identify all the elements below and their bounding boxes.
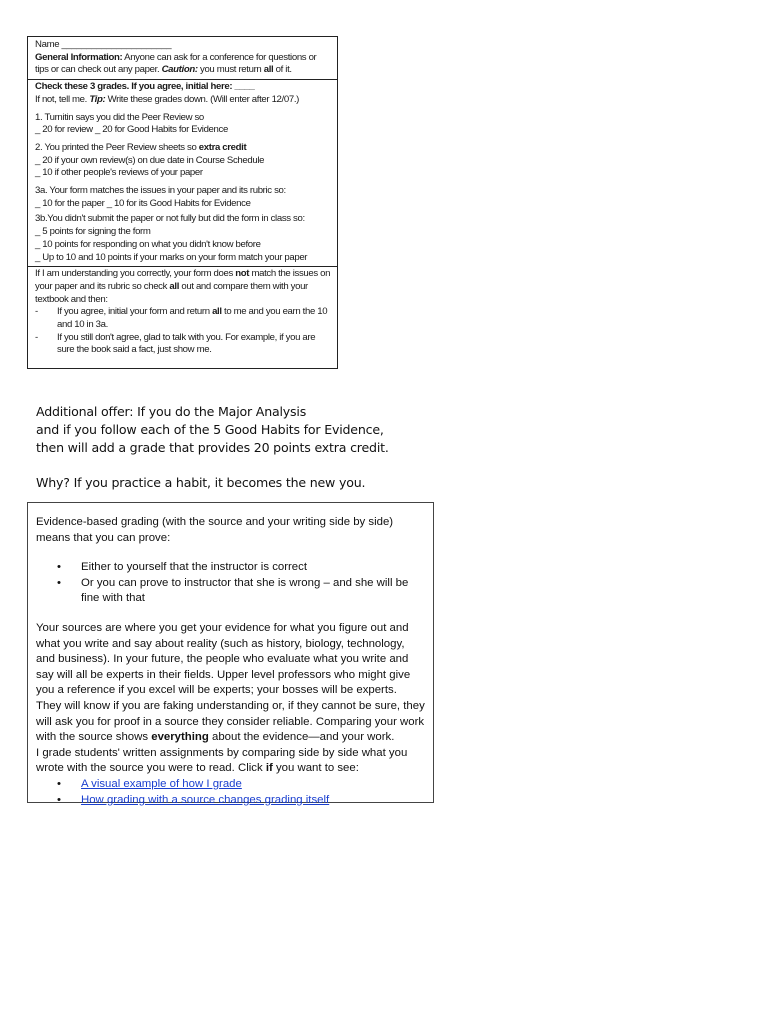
grade-item-2: 2. You printed the Peer Review sheets so extra credit _ 20 if your own review(s) on due date in Course Schedule _ 10 if other people's reviews of your paper bbox=[35, 141, 265, 179]
evidence-intro: Evidence-based grading (with the source and your writing side by side) means that you can prove: bbox=[36, 516, 394, 544]
why-line: Why? If you practice a habit, it becomes the new you. bbox=[36, 475, 366, 490]
caution-label: Caution: bbox=[161, 64, 198, 76]
grading-source-link[interactable]: How grading with a source changes grading itself bbox=[81, 793, 330, 806]
tip-line: If not, tell me. Tip: Write these grades down. (Will enter after 12/07.) bbox=[35, 93, 299, 105]
evidence-grading-box bbox=[27, 502, 434, 806]
list-item: • Either to yourself that the instructor is correct bbox=[57, 561, 308, 574]
list-item: • A visual example of how I grade bbox=[36, 777, 425, 793]
divider bbox=[28, 79, 337, 80]
name-line: Name ______________________ bbox=[35, 39, 172, 50]
grade-item-1: 1. Turnitin says you did the Peer Review so _ 20 for review _ 20 for Good Habits for Evidence bbox=[35, 111, 228, 136]
sources-paragraph: Your sources are where you get your evidence for what you figure out and what you write and say about reality (such as history, biology, technology, and business). In your future, the people who evaluate what you write and say will all be experts in their fields. Upper level professors who might give you a reference if you excel will be experts; your bosses will be experts. They will know if you are faking understanding or, if they cannot be sure, they will ask you for proof in a source they consider reliable. Comparing your work with the source shows everything about the evidence—and your work. bbox=[36, 621, 425, 744]
additional-offer: Additional offer: If you do the Major Analysis and if you follow each of the 5 Good Habits for Evidence, then will add a grade that provides 20 points extra credit. Why? If you practice a habit, it becomes the new you. bbox=[36, 403, 436, 492]
links-list bbox=[36, 777, 425, 808]
divider bbox=[28, 266, 337, 267]
tip-label: Tip: bbox=[89, 93, 106, 105]
grade-item-3b: 3b.You didn't submit the paper or not fully but did the form in class so: _ 5 points for signing the form _ 10 points for responding on what you didn't know before _ Up to 10 and 10 points if your marks on your form match your paper bbox=[35, 213, 308, 263]
general-label: General Information: bbox=[35, 51, 123, 63]
prove-list bbox=[36, 560, 425, 607]
grades-info-box bbox=[27, 36, 338, 369]
grading-paragraph: I grade students' written assignments by comparing side by side what you wrote with the source you were to read. Click if you want to see: bbox=[36, 746, 408, 775]
disagreement-paragraph: If I am understanding you correctly, your form does not match the issues on your paper and its rubric so check all out and compare them with your textbook and then: bbox=[35, 268, 331, 305]
list-item: • Or you can prove to instructor that she is wrong – and she will be fine with that bbox=[57, 576, 409, 605]
visual-example-link[interactable]: A visual example of how I grade bbox=[81, 777, 242, 790]
general-information: General Information: Anyone can ask for a conference for questions or tips or can check out any paper. Caution: you must return all of it. bbox=[35, 51, 317, 76]
dash-item-disagree: - If you still don't agree, glad to talk with you. For example, if you are sure the book said a fact, just show me. bbox=[35, 331, 316, 356]
dash-item-agree: - If you agree, initial your form and return all to me and you earn the 10 and 10 in 3a. bbox=[35, 306, 328, 331]
list-item: • How grading with a source changes grading itself bbox=[36, 793, 425, 809]
check-grades-header: Check these 3 grades. If you agree, initial here: ____ bbox=[35, 81, 255, 93]
grade-item-3a: 3a. Your form matches the issues in your paper and its rubric so: _ 10 for the paper _ 10 for its Good Habits for Evidence bbox=[35, 185, 286, 209]
